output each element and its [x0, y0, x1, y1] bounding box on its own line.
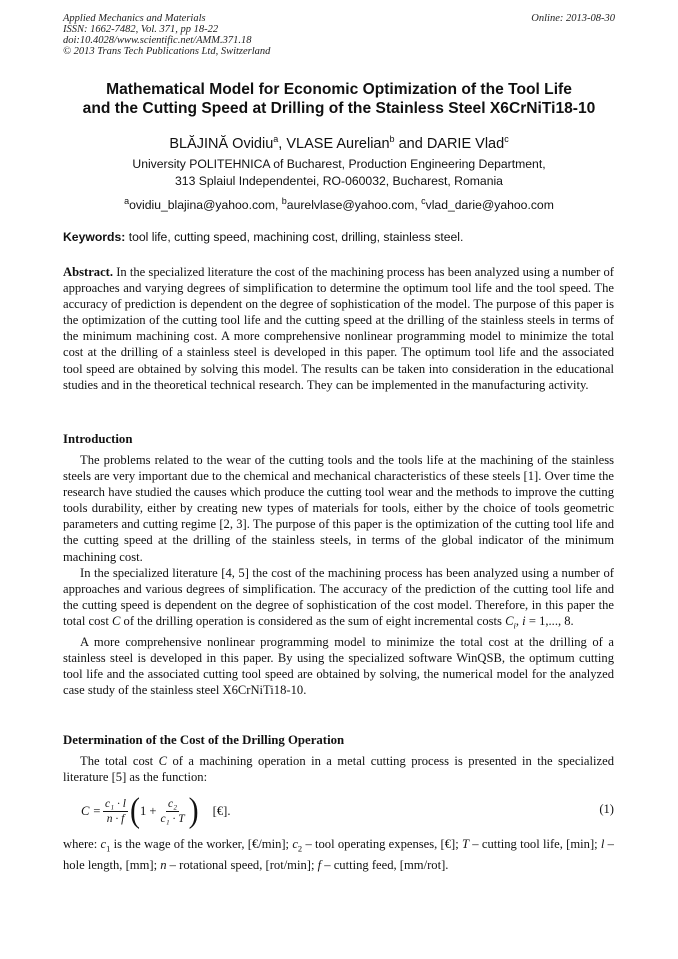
email-sup: b: [281, 196, 287, 206]
affiliation-line: 313 Splaiul Independentei, RO-060032, Bucharest, Romania: [175, 173, 503, 188]
author-name: BLĂJINĂ Ovidiu: [169, 135, 274, 152]
author-sup: b: [389, 134, 395, 144]
author-sup: a: [273, 134, 279, 144]
paragraph: The problems related to the wear of the cutting tools and the tools life at the machining of the stainless steels are very important due to the chemical and mechanical characteristics of these steels [1]. Over time the research have studied the causes which produce the cutting tool wear and the methods to improve the cutting tools durability, either by creating new types of materials for tools, either by the choice of tools geometric parameters and cutting regime [2, 3]. The purpose of this paper is the optimization of the cutting tool life and the cutting speed at the drilling of the stainless steels, in terms of the global indicator of the minimum machining cost.: [63, 453, 614, 564]
math-symbol: C: [158, 754, 168, 768]
math-symbol: c: [292, 837, 298, 851]
title-line-1: Mathematical Model for Economic Optimization of the Tool Life: [106, 81, 572, 98]
math-symbol: C: [505, 613, 514, 628]
paper-title: [40, 80, 638, 118]
fraction-numerator: c₂: [168, 797, 178, 810]
math-symbol: l: [600, 837, 605, 851]
text-run: – rotational speed, [rot/min];: [166, 857, 318, 872]
author-name: VLASE Aurelian: [286, 135, 390, 152]
journal-doi: doi:10.4028/www.scientific.net/AMM.371.18: [63, 35, 252, 46]
fraction: [103, 797, 128, 826]
journal-header: [63, 13, 270, 57]
paragraph: [63, 565, 614, 634]
affiliation: [40, 156, 638, 189]
text-run: – cutting tool life, [min];: [469, 837, 601, 851]
math-symbol: i: [522, 613, 526, 628]
math-symbol: T: [462, 837, 470, 851]
keywords-text: tool life, cutting speed, machining cost, drilling, stainless steel.: [125, 230, 464, 244]
fraction-denominator: c₁ · T: [160, 812, 185, 825]
journal-name: Applied Mechanics and Materials: [63, 13, 206, 24]
author-list: [40, 130, 638, 153]
text-run: – cutting feed, [mm/rot].: [321, 857, 449, 872]
author-sup: c: [504, 134, 509, 144]
cost-section-body: [63, 753, 614, 785]
text-run: of a machining operation in a metal cutting process is presented in the specialized literature [5] as the function:: [63, 754, 614, 785]
email-link[interactable]: ovidiu_blajina@yahoo.com: [129, 198, 275, 213]
math-symbol: c: [100, 837, 107, 851]
math-subscript: 1: [106, 843, 111, 854]
math-subscript: 2: [297, 843, 303, 854]
text-run: ,: [515, 613, 523, 628]
keywords: [63, 229, 615, 245]
right-paren: ): [188, 791, 199, 830]
affiliation-line: University POLITEHNICA of Bucharest, Production Engineering Department,: [132, 157, 546, 171]
equation-body: [81, 791, 231, 830]
math-subscript: i: [513, 620, 516, 631]
text-run: – tool operating expenses, [€];: [302, 837, 463, 851]
text-run: – hole length, [mm];: [63, 837, 614, 872]
variable-definitions: [63, 836, 614, 873]
equation-number: (1): [599, 802, 614, 816]
author-name: DARIE Vlad: [426, 135, 505, 152]
cost-section-heading: Determination of the Cost of the Drilling Operation: [63, 733, 345, 747]
math-symbol: n: [160, 857, 167, 872]
author-separator: ,: [278, 135, 287, 152]
introduction-heading: Introduction: [63, 432, 133, 446]
abstract-label: Abstract.: [63, 265, 114, 279]
equation-unit: [€].: [212, 803, 231, 818]
text-run: = 1,..., 8.: [525, 613, 574, 628]
math-symbol: f: [317, 857, 322, 872]
equation-lhs: C =: [81, 803, 102, 818]
paragraph: [63, 753, 614, 785]
math-symbol: C: [111, 613, 121, 628]
online-date: Online: 2013-08-30: [531, 13, 615, 24]
title-line-2: and the Cutting Speed at Drilling of the Stainless Steel X6CrNiTi18-10: [82, 100, 596, 117]
author-separator: and: [394, 135, 427, 152]
introduction-body: [63, 452, 614, 698]
text-run: is the wage of the worker, [€/min];: [110, 837, 293, 851]
paragraph: A more comprehensive nonlinear programming model to minimize the total cost at the drilling of a stainless steel is developed in this paper. By using the specialized software WinQSB, the optimum cutting tool life and the associated cutting tool speed are obtained by solving, the numerical model for the analyzed case study of the stainless steel X6CrNiTi18-10.: [63, 634, 614, 697]
fraction-numerator: c₁ · l: [105, 797, 126, 810]
fraction-denominator: n · f: [106, 812, 125, 825]
text-run: In the specialized literature [4, 5] the cost of the machining process has been analyzed using a number of approaches and various degrees of simplification. The accuracy of the prediction of the cutting tool life and the cutting speed is dependent on the degree of sophistication of the cost model. Therefore, in this paper the total cost: [63, 565, 614, 628]
email-sup: a: [124, 196, 130, 206]
equation-one-plus: 1 +: [139, 803, 157, 818]
left-paren: (: [129, 791, 140, 830]
email-link[interactable]: vlad_darie@yahoo.com: [425, 198, 554, 213]
text-run: of the drilling operation is considered as the sum of eight incremental costs: [120, 613, 506, 628]
abstract-text: In the specialized literature the cost of the machining process has been analyzed using a number of approaches and varying degrees of simplification to determine the optimum tool life and the tool speed. The accuracy of prediction is dependent on the degree of sophistication of the model. The purpose of this paper is the optimization of the cutting tool life and the cutting speed at the drilling of the stainless steels in terms of the minimum machining cost. A more comprehensive nonlinear programming model to minimize the total cost at the drilling of a stainless steel is developed in this paper. The optimum tool life and the associated tool speed are obtained by solving this model. The results can be taken into consideration in the educational studies and in the theoretical technical research. They can be implemented in the manufacturing activity.: [63, 265, 614, 392]
email-link[interactable]: aurelvlase@yahoo.com: [286, 198, 415, 213]
email-sup: c: [421, 196, 426, 206]
journal-copyright: © 2013 Trans Tech Publications Ltd, Switzerland: [63, 46, 271, 57]
abstract: [63, 264, 614, 393]
text-run: where:: [63, 837, 101, 851]
keywords-label: Keywords:: [63, 230, 126, 244]
text-run: The total cost: [80, 754, 159, 768]
fraction: [159, 797, 187, 826]
journal-issn: ISSN: 1662-7482, Vol. 371, pp 18-22: [63, 24, 219, 35]
author-emails: $^a$ovidiu_blajina@yahoo.com, $^b$aurelvlase@yahoo.com, $^c$vlad_darie@yahoo.com: [124, 196, 554, 213]
equation-1: [63, 790, 614, 830]
